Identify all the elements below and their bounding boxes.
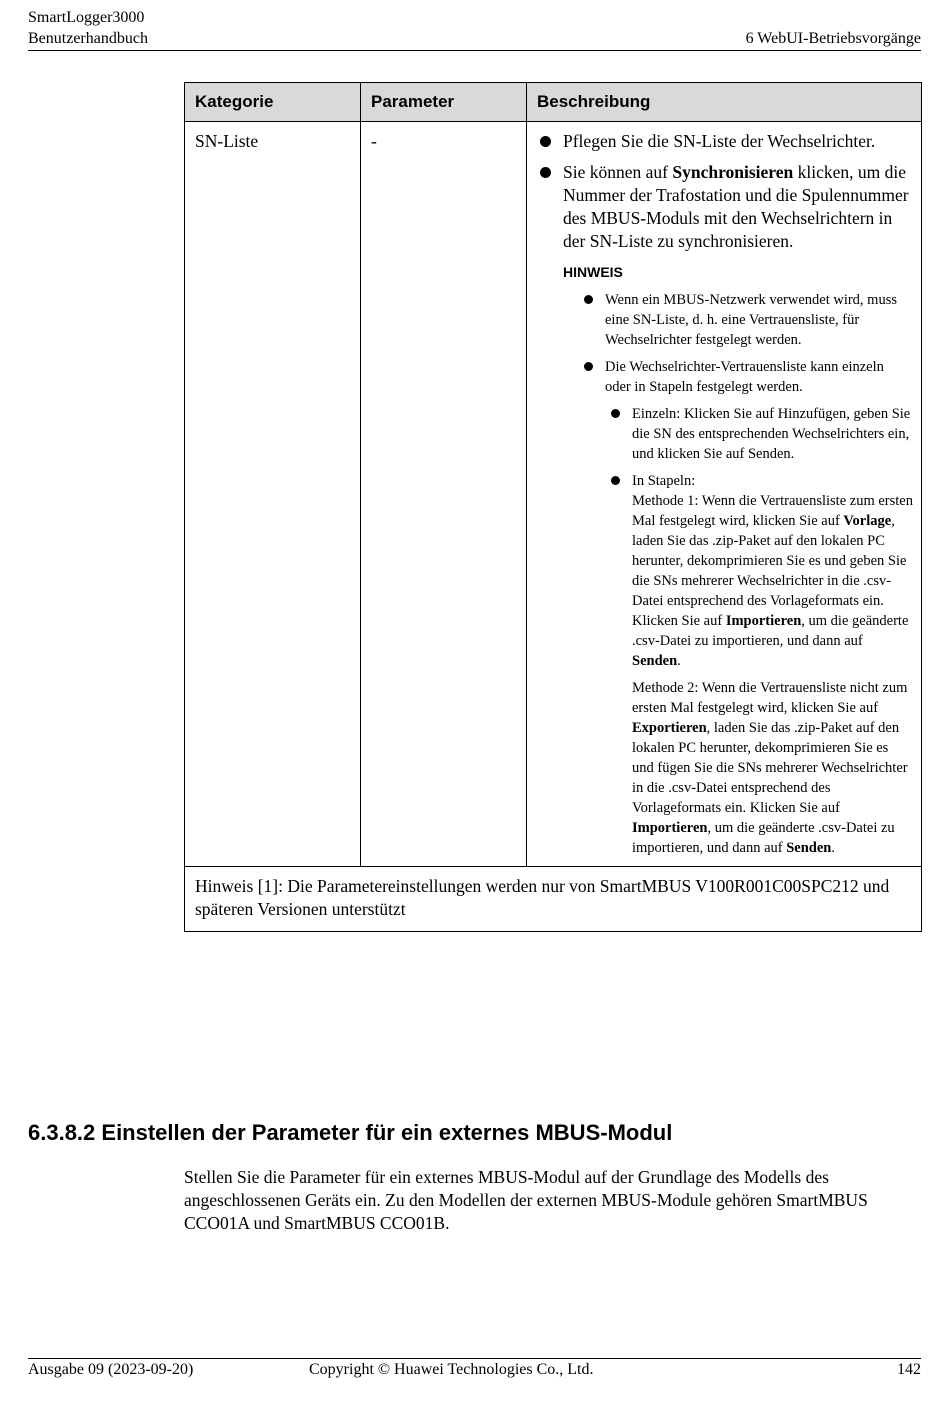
table-footnote-row [185,867,922,932]
cell-beschreibung [527,122,922,867]
note-item [537,357,913,397]
note-block [537,290,913,858]
bullet-icon [584,362,593,371]
bullet-icon [540,167,551,178]
table-header-row [185,83,922,122]
section-paragraph: Stellen Sie die Parameter für ein externes MBUS-Modul auf der Grundlage des Modells des angeschlossenen Geräts ein. Zu den Modellen der externen MBUS-Module gehören SmartMBUS CCO01A und SmartMBUS CCO01B. [184,1167,868,1233]
footer-rule [28,1358,921,1359]
table-row [185,122,922,867]
bold-term: Senden [632,653,678,669]
bullet-text: Sie können auf [563,162,673,182]
list-item [537,161,913,253]
note-item [537,290,913,350]
sub-item [537,404,913,464]
method-2-text: Methode 2: Wenn die Vertrauensliste nicht zum ersten Mal festgelegt wird, klicken Sie auf Exportieren, laden Sie das .zip-Paket auf den lokalen PC herunter, dekomprimieren Sie es und fügen Sie die SNs mehrerer Wechselrichter in die .csv-Datei entsprechend des Vorlageformats ein. Klicken Sie auf Importieren, um die geänderte .csv-Datei zu importieren, und dann auf Senden. [632,680,908,856]
bold-term: Importieren [632,820,708,836]
chapter-title: 6 WebUI-Betriebsvorgänge [745,30,921,47]
parameter-table [184,82,921,932]
table-footnote: Hinweis [1]: Die Parametereinstellungen werden nur von SmartMBUS V100R001C00SPC212 und späteren Versionen unterstützt [185,867,922,932]
bullet-text: klicken, um die Nummer der Trafostation und die Spulennummer des MBUS-Moduls mit den Wechselrichtern in der SN-Liste zu synchronisieren. [563,162,909,251]
bullet-icon [540,136,551,147]
bullet-icon [584,295,593,304]
sub-text: Einzeln: Klicken Sie auf Hinzufügen, geben Sie die SN des entsprechenden Wechselrichters ein, und klicken Sie auf Senden. [632,406,911,462]
bold-term: Vorlage [843,513,892,529]
column-header-beschreibung: Beschreibung [527,83,922,122]
header-rule [28,50,921,51]
cell-kategorie: SN-Liste [185,122,361,867]
bullet-icon [611,409,620,418]
bold-term: Exportieren [632,720,707,736]
bold-term: Synchronisieren [672,162,794,182]
list-item [537,130,913,153]
section-heading: 6.3.8.2 Einstellen der Parameter für ein externes MBUS-Modul [28,1120,673,1145]
sub-heading: In Stapeln: [632,473,696,489]
column-header-parameter: Parameter [361,83,527,122]
note-title: HINWEIS [563,264,623,280]
product-name: SmartLogger3000 [28,9,145,26]
header-left [28,7,148,49]
bold-term: Senden [786,840,832,856]
column-header-kategorie: Kategorie [185,83,361,122]
cell-parameter: - [361,122,527,867]
method-1-text: Methode 1: Wenn die Vertrauensliste zum ersten Mal festgelegt wird, klicken Sie auf Vorlage, laden Sie das .zip-Paket auf den lokalen PC herunter, dekomprimieren Sie es und geben Sie die SNs mehrerer Wechselrichter in die .csv-Datei entsprechend des Vorlageformats ein. Klicken Sie auf Importieren, um die geänderte .csv-Datei zu importieren, und dann auf Senden. [632,493,913,669]
page-number: 142 [897,1361,921,1378]
sub-item [537,471,913,671]
bullet-icon [611,476,620,485]
bullet-text: Pflegen Sie die SN-Liste der Wechselrichter. [563,131,876,151]
copyright-label: Copyright © Huawei Technologies Co., Ltd. [309,1361,594,1378]
edition-label: Ausgabe 09 (2023-09-20) [28,1361,194,1378]
note-text: Die Wechselrichter-Vertrauensliste kann einzeln oder in Stapeln festgelegt werden. [605,359,884,395]
note-text: Wenn ein MBUS-Netzwerk verwendet wird, muss eine SN-Liste, d. h. eine Vertrauensliste, für Wechselrichter festgelegt werden. [605,292,897,348]
bold-term: Importieren [725,613,802,629]
document-name: Benutzerhandbuch [28,30,148,47]
